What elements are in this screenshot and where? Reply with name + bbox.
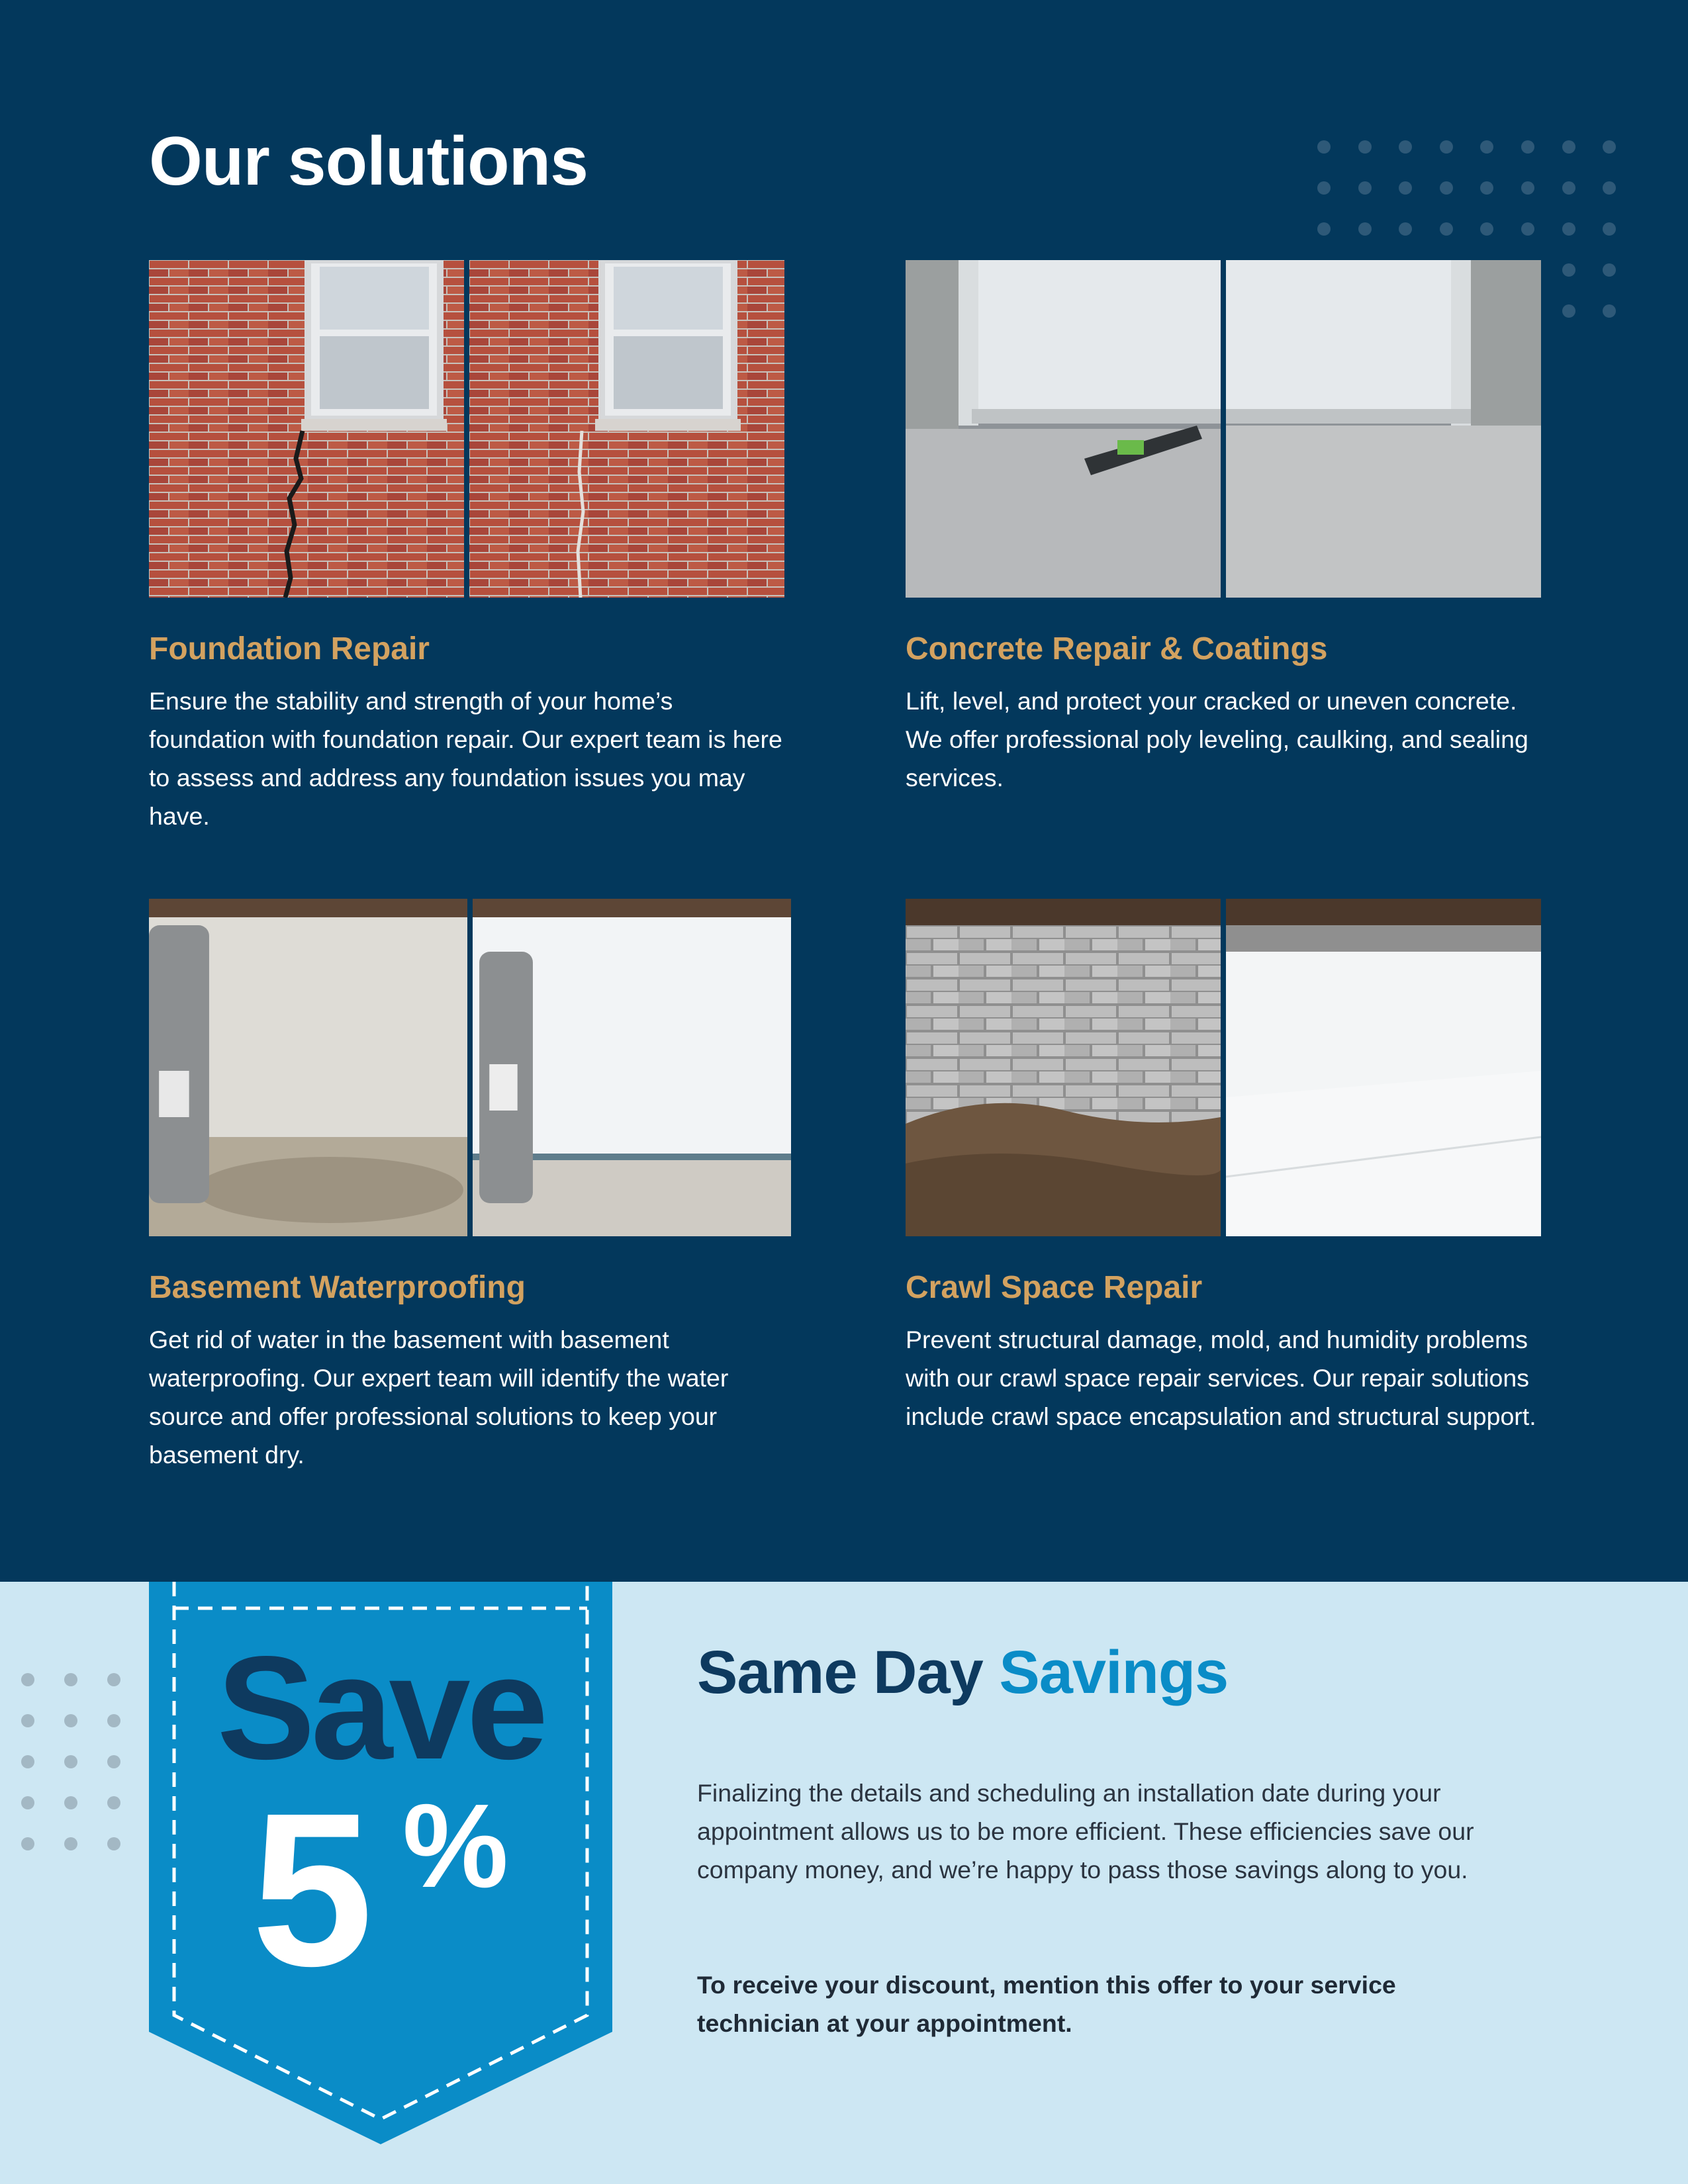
solution-title: Crawl Space Repair bbox=[906, 1270, 1203, 1305]
solution-card-concrete-repair bbox=[906, 260, 1544, 797]
basement-before-photo bbox=[149, 899, 467, 1236]
concrete-after-photo bbox=[1226, 260, 1541, 598]
offer-title-accent: Savings bbox=[999, 1639, 1229, 1706]
crawl-space-before-photo bbox=[906, 899, 1221, 1236]
solution-title: Concrete Repair & Coatings bbox=[906, 631, 1328, 666]
offer-body: Finalizing the details and scheduling an installation date during your appointment allows us to be more efficient. These efficiencies save our company money, and we’re happy to pass those savings along to you. bbox=[697, 1779, 1474, 1884]
solution-card-foundation-repair bbox=[149, 260, 788, 835]
badge-number: 5 bbox=[252, 1767, 368, 2011]
basement-after-photo bbox=[473, 899, 791, 1236]
crawl-space-after-photo bbox=[1226, 899, 1541, 1236]
offer-title-main: Same Day bbox=[697, 1639, 983, 1706]
solution-description: Ensure the stability and strength of your home’s foundation with foundation repair. Our expert team is here to assess and address any foundation issues you may have. bbox=[149, 687, 782, 830]
badge-save-text: Save bbox=[216, 1626, 545, 1790]
decorative-dot-grid bbox=[21, 1673, 120, 1850]
solution-title: Foundation Repair bbox=[149, 631, 430, 666]
crawl-space-before-after-photo bbox=[906, 899, 1541, 1236]
solution-description: Lift, level, and protect your cracked or uneven concrete. We offer professional poly leveling, caulking, and sealing services. bbox=[906, 687, 1528, 792]
badge-percent-sign: % bbox=[402, 1780, 509, 1913]
offer-note: To receive your discount, mention this offer to your service technician at your appointment. bbox=[697, 1971, 1396, 2037]
concrete-before-after-photo bbox=[906, 260, 1541, 598]
page-heading: Our solutions bbox=[149, 123, 588, 200]
solution-card-crawl-space-repair bbox=[906, 899, 1544, 1435]
foundation-before-photo bbox=[149, 260, 464, 598]
foundation-before-after-photo bbox=[149, 260, 784, 598]
foundation-after-photo bbox=[469, 260, 784, 598]
concrete-before-photo bbox=[906, 260, 1221, 598]
solution-card-basement-waterproofing bbox=[149, 899, 788, 1474]
solution-title: Basement Waterproofing bbox=[149, 1270, 526, 1305]
solution-description: Prevent structural damage, mold, and humidity problems with our crawl space repair services. Our repair solutions include crawl space encapsulation and structural support. bbox=[906, 1326, 1536, 1430]
basement-before-after-photo bbox=[149, 899, 791, 1236]
solution-description: Get rid of water in the basement with basement waterproofing. Our expert team will identify the water source and offer professional solutions to keep your basement dry. bbox=[149, 1326, 729, 1469]
offer-title bbox=[697, 1638, 1228, 1707]
